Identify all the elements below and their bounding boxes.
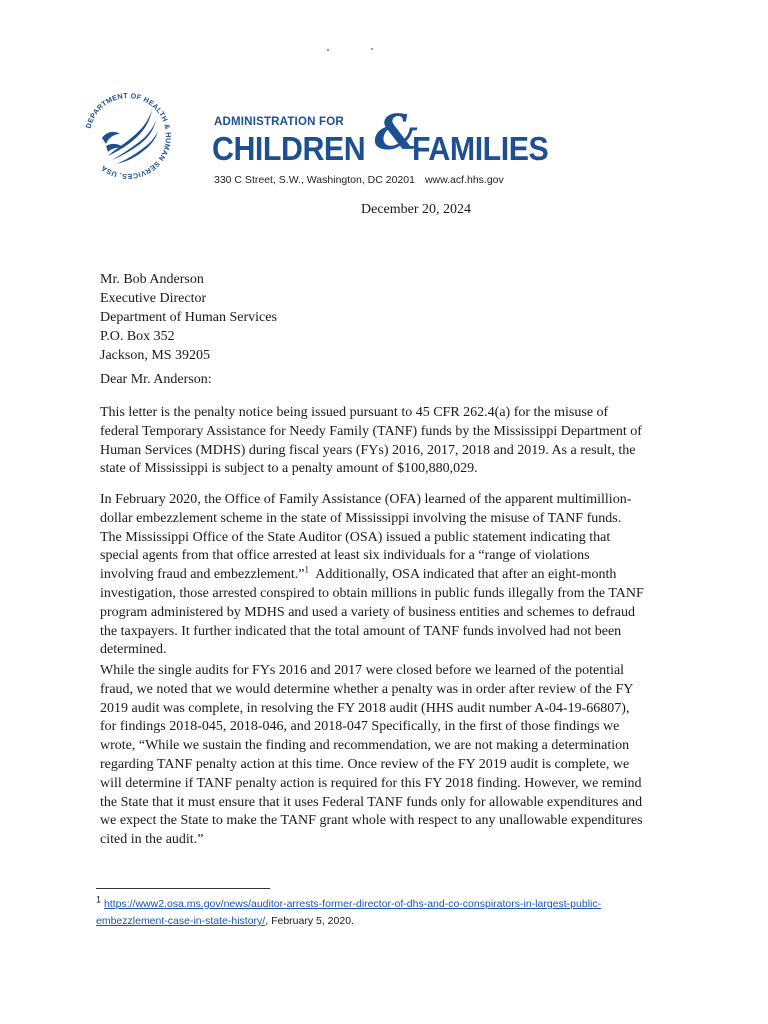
text-line: In February 2020, the Office of Family Assistance (OFA) learned of the apparent multimillion- — [100, 492, 632, 507]
footnote-marker: 1 — [96, 894, 102, 905]
text-fragment: involving fraud and embezzlement.” — [100, 567, 305, 583]
letter-date: December 20, 2024 — [361, 202, 472, 217]
footnote-link[interactable]: https://www2.osa.ms.gov/news/auditor-arrests-former-director-of-dhs-and-co-conspirators-in-largest-public- — [103, 898, 602, 910]
text-line: Human Services (MDHS) during fiscal years (FYs) 2016, 2017, 2018 and 2019. As a result, the — [100, 442, 636, 458]
wordmark-children: CHILDREN — [212, 130, 366, 167]
footnote-divider — [96, 888, 270, 889]
wordmark-ampersand: & — [374, 105, 418, 161]
paragraph-background — [100, 491, 670, 660]
wordmark-families: FAMILIES — [411, 130, 549, 167]
text-line: the State that it must ensure that it uses Federal TANF funds only for allowable expenditures and — [100, 794, 643, 810]
text-line: The Mississippi Office of the State Auditor (OSA) issued a public statement indicating that — [100, 529, 611, 545]
footnote-ref[interactable]: 1 — [304, 564, 309, 575]
text-line: cited in the audit.” — [100, 832, 204, 848]
text-line — [100, 566, 670, 585]
text-line: the taxpayers. It further indicated that the total amount of TANF funds involved had not been — [100, 623, 622, 639]
text-line: 2019 audit was complete, in resolving the FY 2018 audit (HHS audit number A-04-19-66807), — [100, 700, 630, 716]
text-line: determined. — [100, 642, 167, 658]
scan-speck — [371, 48, 373, 50]
footnote-line — [96, 896, 676, 913]
text-line: dollar embezzlement scheme in the state of Mississippi involving the misuse of TANF funds. — [100, 510, 622, 526]
recipient-title: Executive Director — [100, 291, 207, 306]
text-line: state of Mississippi is subject to a penalty amount of $100,880,029. — [100, 461, 478, 477]
recipient-city: Jackson, MS 39205 — [100, 348, 211, 363]
footnote-link[interactable]: embezzlement-case-in-state-history/ — [96, 915, 266, 927]
footnote-line — [96, 913, 676, 930]
salutation: Dear Mr. Anderson: — [100, 372, 212, 387]
text-line: This letter is the penalty notice being issued pursuant to 45 CFR 262.4(a) for the misuse of — [100, 405, 609, 420]
paragraph-penalty-notice — [100, 404, 670, 479]
text-line: investigation, those arrested conspired to obtain millions in public funds illegally from the TANF — [100, 585, 644, 601]
text-line: program administered by MDHS and used a variety of business entities and schemes to defraud — [100, 604, 635, 620]
footnote-date: , February 5, 2020. — [265, 915, 354, 927]
text-fragment: Additionally, OSA indicated that after an eight-month — [308, 567, 617, 583]
recipient-name: Mr. Bob Anderson — [100, 272, 204, 287]
text-line: we expect the State to make the TANF grant whole with respect to any unallowable expenditures — [100, 813, 643, 829]
text-line: regarding TANF penalty action at this time. Once review of the FY 2019 audit is complete, we — [100, 756, 630, 772]
paragraph-audit-history — [100, 662, 670, 850]
text-line: While the single audits for FYs 2016 and 2017 were closed before we learned of the potential — [100, 663, 625, 678]
text-line: for findings 2018-045, 2018-046, and 2018-047 Specifically, in the first of those findings we — [100, 719, 620, 735]
text-line: wrote, “While we sustain the finding and recommendation, we are not making a determination — [100, 738, 630, 754]
hhs-seal-logo — [78, 86, 178, 186]
letterhead-address — [214, 174, 504, 186]
recipient-po-box: P.O. Box 352 — [100, 329, 175, 344]
street-address: 330 C Street, S.W., Washington, DC 20201 — [214, 174, 415, 186]
text-line: special agents from that office arrested at least six individuals for a “range of violations — [100, 548, 590, 564]
website-link[interactable]: www.acf.hhs.gov — [424, 174, 504, 186]
footnote — [96, 896, 676, 930]
text-line: fraud, we noted that we would determine whether a penalty was in order after review of the FY — [100, 681, 634, 697]
recipient-org: Department of Human Services — [100, 310, 277, 325]
svg-text:DEPARTMENT OF HEALTH & HUMAN S — [84, 91, 173, 181]
seal-text: DEPARTMENT OF HEALTH & HUMAN SERVICES, USA — [83, 90, 174, 182]
text-line: will determine if TANF penalty action is required for this FY 2018 finding. However, we remind — [100, 775, 642, 791]
recipient-block — [100, 270, 277, 365]
agency-line: ADMINISTRATION FOR — [214, 116, 344, 128]
text-line: federal Temporary Assistance for Needy Family (TANF) funds by the Mississippi Department of — [100, 423, 642, 439]
scan-speck — [327, 49, 329, 51]
